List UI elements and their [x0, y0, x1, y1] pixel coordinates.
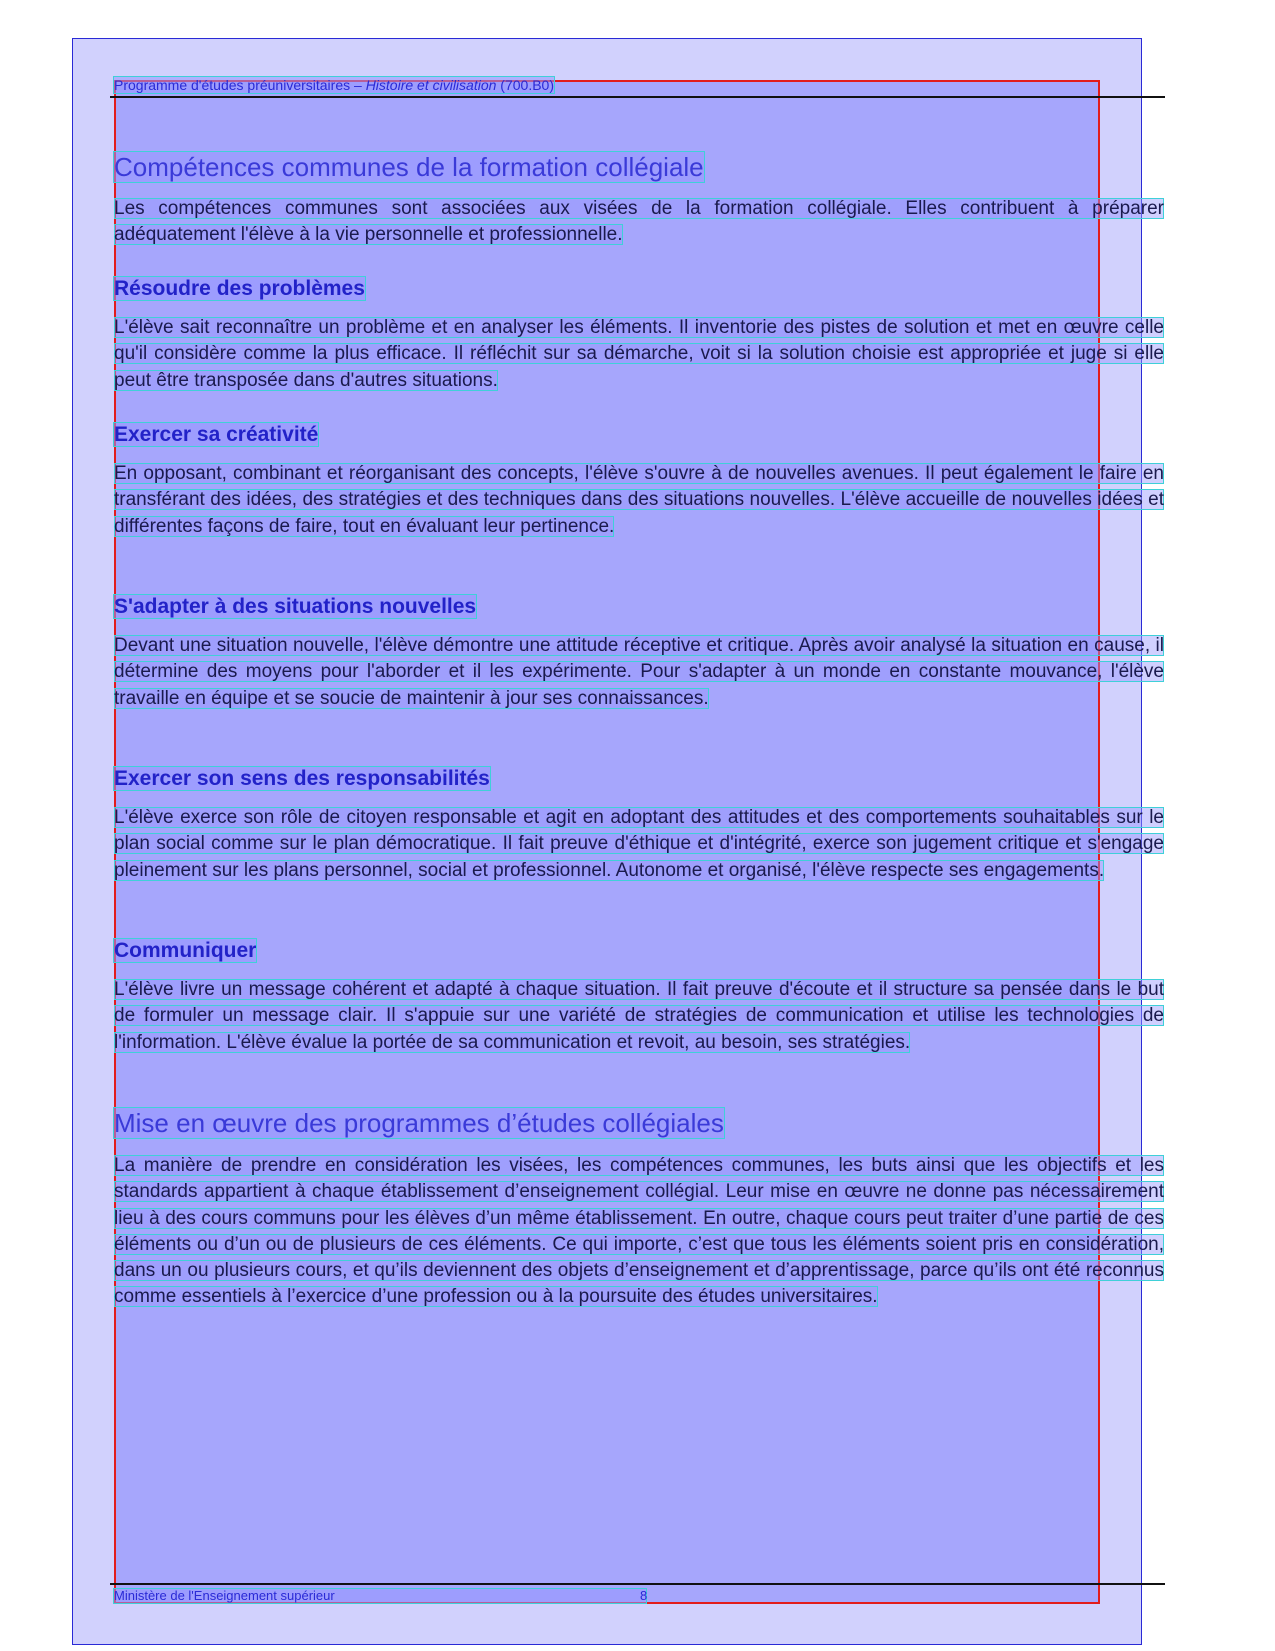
subsection-title-communiquer: Communiquer [114, 939, 257, 962]
paragraph-responsabilites: L'élève exerce son rôle de citoyen responsable et agit en adoptant des attitudes et des comportements souhaitables sur le plan social comme sur le plan démocratique. Il fait preuve d'éthique et d'intégrité, exerce son jugement critique et s'engage pleinement sur les plans personnel, social et professionnel. Autonome et organisé, l'élève respecte ses engagements. [114, 807, 1164, 881]
running-header-program: Programme d'études préuniversitaires – [114, 77, 362, 93]
running-header-code: (700.B0) [500, 77, 554, 93]
paragraph-communiquer: L'élève livre un message cohérent et adapté à chaque situation. Il fait preuve d'écoute et il structure sa pensée dans le but de formuler un message clair. Il s'appuie sur une variété de stratégies de communication et utilise les technologies de l'information. L'élève évalue la portée de sa communication et revoit, au besoin, ses stratégies. [114, 979, 1164, 1053]
paragraph-creativite: En opposant, combinant et réorganisant des concepts, l'élève s'ouvre à de nouvelles avenues. Il peut également le faire en transférant des idées, des stratégies et des techniques dans des situations nouvelles. L'élève accueille de nouvelles idées et différentes façons de faire, tout en évaluant leur pertinence. [114, 463, 1164, 537]
header-rule [110, 96, 1165, 98]
subsection-title-resoudre: Résoudre des problèmes [114, 277, 365, 300]
running-header-title: Histoire et civilisation [365, 77, 497, 93]
running-header [114, 77, 554, 93]
paragraph-competences-intro: Les compétences communes sont associées aux visées de la formation collégiale. Elles contribuent à préparer adéquatement l'élève à la vie personnelle et professionnelle. [114, 198, 1164, 246]
subsection-title-creativite: Exercer sa créativité [114, 423, 319, 446]
section-title-competences: Compétences communes de la formation collégiale [114, 152, 704, 182]
footer-rule [110, 1583, 1165, 1585]
footer-ministry: Ministère de l'Enseignement supérieur [114, 1589, 646, 1603]
subsection-title-adapter: S'adapter à des situations nouvelles [114, 595, 477, 618]
paragraph-resoudre: L'élève sait reconnaître un problème et en analyser les éléments. Il inventorie des pistes de solution et met en œuvre celle qu'il considère comme la plus efficace. Il réfléchit sur sa démarche, voit si la solution choisie est appropriée et juge si elle peut être transposée dans d'autres situations. [114, 317, 1164, 391]
paragraph-mise-en-oeuvre: La manière de prendre en considération les visées, les compétences communes, les buts ainsi que les objectifs et les standards appartient à chaque établissement d’enseignement collégial. Leur mise en œuvre ne donne pas nécessairement lieu à des cours communs pour les élèves d’un même établissement. En outre, chaque cours peut traiter d’une partie de ces éléments ou d’un ou de plusieurs de ces éléments. Ce qui importe, c’est que tous les éléments soient pris en considération, dans un ou plusieurs cours, et qu’ils deviennent des objets d’enseignement et d’apprentissage, parce qu’ils ont été reconnus comme essentiels à l’exercice d’une profession ou à la poursuite des études universitaires. [114, 1155, 1164, 1308]
section-title-mise-en-oeuvre: Mise en œuvre des programmes d’études collégiales [114, 1108, 724, 1138]
paragraph-adapter: Devant une situation nouvelle, l'élève démontre une attitude réceptive et critique. Après avoir analysé la situation en cause, il détermine des moyens pour l'aborder et il les expérimente. Pour s'adapter à un monde en constante mouvance, l'élève travaille en équipe et se soucie de maintenir à jour ses connaissances. [114, 635, 1164, 709]
subsection-title-responsabilites: Exercer son sens des responsabilités [114, 767, 490, 790]
footer-page-number: 8 [640, 1588, 648, 1603]
